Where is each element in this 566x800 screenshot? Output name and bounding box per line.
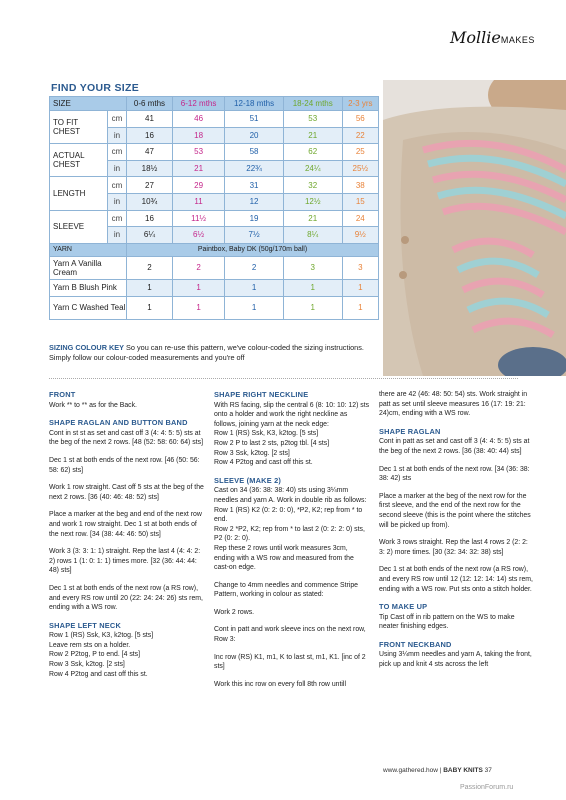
table-cell: 18½ xyxy=(127,160,173,177)
sweater-illustration xyxy=(383,80,566,376)
size-header-cell: 2-3 yrs xyxy=(342,97,378,111)
table-cell: 21 xyxy=(172,160,224,177)
table-cell: 51 xyxy=(225,111,284,128)
table-cell: 53 xyxy=(283,111,342,128)
section-heading: TO MAKE UP xyxy=(379,602,428,612)
table-cell: 3 xyxy=(283,256,342,279)
pattern-text: Cont in patt as set and cast off 3 (4: 4: 5: 5) sts at the beg of the next 2 rows. [36 (38: 40: 44) sts] xyxy=(379,438,530,455)
table-cell: 1 xyxy=(225,279,284,296)
unit-cell: in xyxy=(108,127,127,144)
size-chart-title: FIND YOUR SIZE xyxy=(51,82,140,94)
pattern-text: Row 1 (RS) Ssk, K3, k2tog. [5 sts] xyxy=(214,430,319,438)
table-cell: 12½ xyxy=(283,193,342,210)
brand-logo xyxy=(450,28,535,47)
table-cell: 11½ xyxy=(172,210,224,227)
pattern-text: Tip Cast off in rib pattern on the WS to make neater finishing edges. xyxy=(379,613,515,631)
pattern-text: Place a marker at the beg and end of the next row and work 1 row straight. Dec 1 st at both ends of the next row. [34 (38: 44: 46: 50) sts] xyxy=(49,511,202,538)
table-cell: 1 xyxy=(342,279,378,296)
table-cell: 56 xyxy=(342,111,378,128)
table-cell: 38 xyxy=(342,177,378,194)
table-row xyxy=(50,177,379,194)
section-heading: FRONT NECKBAND xyxy=(379,639,452,649)
table-cell: 9½ xyxy=(342,227,378,244)
unit-cell: in xyxy=(108,227,127,244)
table-cell: 2 xyxy=(172,256,224,279)
pattern-text: Row 1 (RS) K2 (0: 2: 0: 0), *P2, K2; rep from * to end. xyxy=(214,506,363,524)
table-row xyxy=(50,279,379,296)
table-cell: 3 xyxy=(342,256,378,279)
pattern-text: Work 1 row straight. Cast off 5 sts at the beg of the next 2 rows. [36 (40: 46: 48: 52) sts] xyxy=(49,484,204,501)
table-cell: 58 xyxy=(225,144,284,161)
table-cell: 32 xyxy=(283,177,342,194)
table-row xyxy=(50,144,379,161)
colour-key-text: So you can re-use this pattern, we've colour-coded the sizing instructions. Simply follow our colour-coded measurements and you're off xyxy=(49,343,364,362)
pattern-text: Rep these 2 rows until work measures 3cm, ending with a WS row and measured from the cast-on edge. xyxy=(214,544,354,572)
table-cell: 27 xyxy=(127,177,173,194)
table-cell: 19 xyxy=(225,210,284,227)
pattern-text: Cont in st st as set and cast off 3 (4: 4: 5: 5) sts at the beg of the next 2 rows. [48 (52: 58: 60: 64) sts] xyxy=(49,429,203,447)
footer-section: BABY KNITS xyxy=(443,767,483,774)
colour-key xyxy=(49,343,379,363)
pattern-text: there are 42 (46: 48: 50: 54) sts. Work straight in patt as set until sleeve measures 16 (17: 19: 21: 24)cm, ending with a WS row. xyxy=(379,391,528,418)
table-cell: 21 xyxy=(283,210,342,227)
section-heading: FRONT xyxy=(49,390,76,399)
section-divider xyxy=(49,378,518,379)
section-heading: SLEEVE (MAKE 2) xyxy=(214,475,282,485)
table-cell: 1 xyxy=(283,296,342,319)
unit-cell: in xyxy=(108,160,127,177)
pattern-text: Work 3 (3: 3: 1: 1) straight. Rep the last 4 (4: 4: 2: 2) rows 1 (1: 0: 1: 1) times more. [32 (36: 44: 44: 48) sts] xyxy=(49,548,201,575)
pattern-text: Row 3 Ssk, k2tog. [2 sts] xyxy=(214,449,290,457)
colour-key-title: SIZING COLOUR KEY xyxy=(49,343,124,352)
table-row xyxy=(50,256,379,279)
pattern-text: Leave rem sts on a holder. xyxy=(49,641,131,649)
pattern-text: Work this inc row on every foll 8th row untill xyxy=(214,680,346,688)
table-cell: 25 xyxy=(342,144,378,161)
table-cell: 8¼ xyxy=(283,227,342,244)
table-cell: 1 xyxy=(225,296,284,319)
pattern-text: Work 3 rows straight. Rep the last 4 rows 2 (2: 2: 3: 2) more times. [30 (32: 34: 32: 38) sts] xyxy=(379,539,528,556)
pattern-text: Row 1 (RS) Ssk, K3, k2tog. [5 sts] xyxy=(49,632,154,640)
pattern-column-1 xyxy=(49,390,205,679)
table-cell: 1 xyxy=(172,296,224,319)
logo-makes: MAKES xyxy=(500,35,535,45)
table-cell: 41 xyxy=(127,111,173,128)
unit-cell: cm xyxy=(108,144,127,161)
pattern-column-2 xyxy=(214,390,370,697)
size-chart-table xyxy=(49,96,379,320)
row-label: ACTUAL CHEST xyxy=(50,144,108,177)
page-number: 37 xyxy=(484,767,492,774)
table-cell: 53 xyxy=(172,144,224,161)
table-cell: 1 xyxy=(342,296,378,319)
section-heading: SHAPE RIGHT NECKLINE xyxy=(214,390,309,399)
pattern-text: Row 4 P2tog and cast off this st. xyxy=(49,670,148,678)
pattern-text: Dec 1 st at both ends of the next row. [46 (50: 56: 58: 62) sts] xyxy=(49,456,200,474)
table-cell: 1 xyxy=(172,279,224,296)
table-row xyxy=(50,296,379,319)
table-row xyxy=(50,111,379,128)
table-cell: 15 xyxy=(342,193,378,210)
pattern-text: With RS facing, slip the central 6 (8: 10: 10: 12) sts onto a holder and work the right neckline as follows, joining yarn at the neck edge: xyxy=(214,401,370,428)
row-label: SLEEVE xyxy=(50,210,108,243)
table-cell: 1 xyxy=(127,296,173,319)
table-cell: 25½ xyxy=(342,160,378,177)
pattern-text: Using 3¼mm needles and yarn A, taking the front, pick up and knit 4 sts across the left xyxy=(379,651,532,669)
size-header-cell: 0-6 mths xyxy=(127,97,173,111)
table-cell: 16 xyxy=(127,127,173,144)
table-cell: 7½ xyxy=(225,227,284,244)
pattern-text: Row 2 *P2, K2; rep from * to last 2 (0: 2: 2: 0) sts, P2 (0: 2: 0). xyxy=(214,525,365,543)
footer-url: www.gathered.how xyxy=(383,767,438,774)
pattern-text: Work 2 rows. xyxy=(214,608,255,616)
table-row xyxy=(50,210,379,227)
pattern-text: Inc row (RS) K1, m1, K to last st, m1, K1. [inc of 2 sts] xyxy=(214,653,366,671)
pattern-text: Cast on 34 (36: 38: 38: 40) sts using 3¼mm needles and yarn A. Work in double rib as follows: xyxy=(214,487,367,504)
pattern-column-3 xyxy=(379,390,535,678)
table-cell: 22¾ xyxy=(225,160,284,177)
table-cell: 20 xyxy=(225,127,284,144)
row-label: LENGTH xyxy=(50,177,108,210)
pattern-text: Work ** to ** as for the Back. xyxy=(49,401,137,409)
table-cell: 24¼ xyxy=(283,160,342,177)
table-cell: 6¼ xyxy=(127,227,173,244)
yarn-header-row xyxy=(50,243,379,256)
table-cell: 16 xyxy=(127,210,173,227)
unit-cell: cm xyxy=(108,177,127,194)
unit-cell: cm xyxy=(108,210,127,227)
unit-cell: cm xyxy=(108,111,127,128)
size-header-cell: 18-24 mths xyxy=(283,97,342,111)
sweater-photo xyxy=(383,80,566,376)
yarn-name: Yarn A Vanilla Cream xyxy=(50,256,127,279)
table-cell: 11 xyxy=(172,193,224,210)
table-cell: 2 xyxy=(225,256,284,279)
table-cell: 31 xyxy=(225,177,284,194)
table-cell: 62 xyxy=(283,144,342,161)
unit-cell: in xyxy=(108,193,127,210)
logo-script: Mollie xyxy=(450,28,501,47)
pattern-text: Place a marker at the beg of the next row for the first sleeve, and the end of the next row for the second sleeve (this is the point where the stitches will be picked up from). xyxy=(379,492,531,529)
yarn-header-label: YARN xyxy=(50,243,127,256)
pattern-text: Change to 4mm needles and commence Stripe Pattern, working in colour as stated: xyxy=(214,581,359,599)
size-header-label: SIZE xyxy=(50,97,127,111)
yarn-spec: Paintbox, Baby DK (50g/170m ball) xyxy=(127,243,379,256)
table-cell: 24 xyxy=(342,210,378,227)
table-cell: 6½ xyxy=(172,227,224,244)
table-cell: 1 xyxy=(127,279,173,296)
yarn-name: Yarn B Blush Pink xyxy=(50,279,127,296)
section-heading: SHAPE LEFT NECK xyxy=(49,620,121,630)
pattern-text: Dec 1 st at both ends of the next row (a RS row), and every RS row until 20 (22: 24: 24: 26) sts rem, ending with a WS row. xyxy=(49,584,203,612)
pattern-text: Row 3 Ssk, k2tog. [2 sts] xyxy=(49,661,125,669)
pattern-text: Dec 1 st at both ends of the next row (a RS row), and every RS row until 12 (12: 12: 14: 14) sts rem, ending with a WS row. Put sts onto a stitch holder. xyxy=(379,566,533,593)
watermark: PassionForum.ru xyxy=(460,784,514,791)
section-heading: SHAPE RAGLAN xyxy=(379,426,441,436)
pattern-text: Row 2 P to last 2 sts, p2tog tbl. [4 sts] xyxy=(214,439,330,447)
table-cell: 47 xyxy=(127,144,173,161)
pattern-text: Cont in patt and work sleeve incs on the next row, Row 3: xyxy=(214,626,366,644)
table-cell: 22 xyxy=(342,127,378,144)
yarn-name: Yarn C Washed Teal xyxy=(50,296,127,319)
table-cell: 18 xyxy=(172,127,224,144)
table-cell: 1 xyxy=(283,279,342,296)
pattern-text: Row 2 P2tog, P to end. [4 sts] xyxy=(49,651,141,659)
pattern-text: Dec 1 st at both ends of the next row. [34 (36: 38: 38: 42) sts xyxy=(379,465,530,483)
size-header-cell: 12-18 mths xyxy=(225,97,284,111)
pattern-text: Row 4 P2tog and cast off this st. xyxy=(214,459,313,467)
table-cell: 21 xyxy=(283,127,342,144)
size-header-cell: 6-12 mths xyxy=(172,97,224,111)
page-footer: www.gathered.how | BABY KNITS 37 xyxy=(383,767,492,774)
table-cell: 10¾ xyxy=(127,193,173,210)
table-cell: 29 xyxy=(172,177,224,194)
table-cell: 12 xyxy=(225,193,284,210)
table-cell: 2 xyxy=(127,256,173,279)
row-label: TO FIT CHEST xyxy=(50,111,108,144)
section-heading: SHAPE RAGLAN AND BUTTON BAND xyxy=(49,418,188,428)
table-cell: 46 xyxy=(172,111,224,128)
size-header-row xyxy=(50,97,379,111)
